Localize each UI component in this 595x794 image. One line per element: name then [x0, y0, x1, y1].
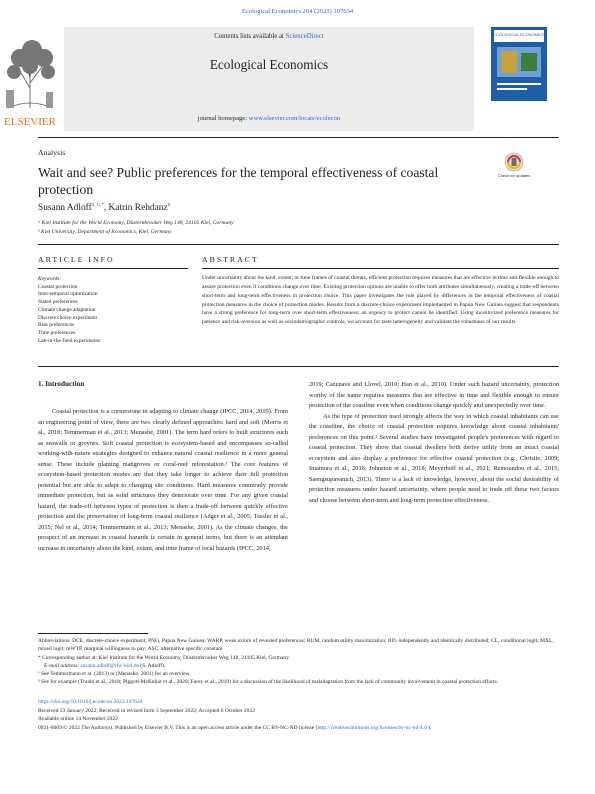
abstract-text: Under uncertainty about the kind, extent, or time frames of coastal threats, efficient protection requires measures that are effective in time and flexible enough to assure protection even if conditions change over time. Existing protection options are unable to offer both attributes simultaneously, creating a trade-off between short-term and long-term effectiveness in protection choice. This paper investigates the role played by differences in the temporal effectiveness of coastal protection measures in the choice of protection modes. Results from a discrete-choice experiment implemented in Papua New Guinea suggest that respondents have a strong preference for long-term over short-term effectiveness; an urgency to protect cannot be identified. Using incentivized preference measures for patience and risk-aversion as well as sociodemographic controls, we account for taste heterogeneity and validate the robustness of our results.	[202, 275, 559, 326]
check-for-updates-icon[interactable]	[497, 150, 531, 184]
received-dates: Received 23 January 2022; Received in revised form 3 September 2022; Accepted 6 October 2022	[38, 707, 255, 714]
doi-link[interactable]: https://doi.org/10.1016/j.ecolecon.2022.107634	[38, 699, 143, 705]
keyword: Lab-in-the-field experiments	[38, 337, 101, 344]
author-1: Susann Adloff	[38, 203, 92, 214]
body-column-left	[38, 407, 288, 554]
author-1-affiliation-marker[interactable]: a, b,*	[91, 202, 104, 208]
footnote-rule	[38, 633, 148, 634]
abstract-heading: ABSTRACT	[202, 255, 259, 264]
keywords-label: Keywords:	[38, 276, 62, 282]
article-info-heading: ARTICLE INFO	[38, 255, 115, 264]
paragraph: 2019; Cazenave and Llovel, 2010; Han et al., 2010). Under such hazard uncertainty, protection worthy of the name requires measures that are effective in time and flexible enough to ensure protection of the coastline even when conditions change quickly and unexpectedly over time.	[309, 381, 559, 409]
corresponding-author-note: * Corresponding author at: Kiel Institute for the World Economy, Düsternbrooker Weg 148, 24105 Kiel, Germany.	[38, 654, 290, 661]
header-rule	[38, 137, 559, 138]
license-note: 0921-8009/© 2022 The Author(s). Published by Elsevier B.V. This is an open access article under the CC BY-NC-ND license (http://creativecommons.org/licenses/by-nc-nd/4.0/).	[38, 724, 432, 731]
article-metadata	[38, 698, 558, 732]
body-column-right	[309, 380, 559, 506]
abstract-rule	[202, 268, 559, 269]
abstract-bottom-rule	[38, 366, 559, 367]
footnotes	[38, 637, 558, 687]
affiliation-b: ᵇ Kiel University, Department of Economics, Kiel, Germany	[38, 229, 172, 235]
contents-line: Contents lists available at ScienceDirect	[214, 33, 324, 40]
journal-cover-thumbnail[interactable]	[491, 27, 547, 101]
publisher-wordmark: ELSEVIER	[4, 116, 56, 128]
svg-text:ECOLOGICAL ECONOMICS: ECOLOGICAL ECONOMICS	[493, 32, 545, 37]
keyword: Risk preferences	[38, 322, 75, 329]
journal-reference[interactable]: Ecological Economics 204 (2023) 107634	[241, 8, 354, 15]
paragraph: As the type of protection used strongly affects the way in which coastal inhabitants can use the coastline, the choice of coastal protection requires knowledge about coastal inhabitants' preferences on this point.² Several studies have investigated people's preferences with regard to coastal protection. They show that coastal dwellers both derive utility from an intact coastal ecosystem and also display a preference for effective coastal protection (e.g., Christie, 2009; Imamura et al., 2016; Johnston et al., 2018; Meyerhoff et al., 2021; Remoundou et al., 2015; Saengsupavanich, 2013). There is a lack of knowledge, however, about the social desirability of protection measures under hazard uncertainty, where people need to trade off these two factors and choose between short-term and long-term protection effectiveness.	[309, 412, 559, 504]
svg-text:Check for updates: Check for updates	[497, 173, 531, 178]
author-2: Katrin Rehdanz	[108, 203, 168, 214]
homepage-link[interactable]: www.elsevier.com/locate/ecolecon	[248, 115, 341, 122]
journal-banner	[64, 27, 474, 131]
keyword: Inter-temporal optimization	[38, 291, 98, 298]
footnote-1: ¹ See Temmermann et al. (2013) or (Menashe, 2001) for an overview.	[38, 671, 191, 678]
sciencedirect-link[interactable]: ScienceDirect	[285, 33, 324, 40]
journal-title: Ecological Economics	[209, 57, 329, 72]
keyword: Stated preferences	[38, 299, 78, 306]
elsevier-logo	[0, 28, 60, 128]
paragraph: Coastal protection is a cornerstone in adapting to climate change (IPCC, 2014, 2019). From an engineering point of view, there are two clearly defined approaches: hard and soft (Morris et al., 2018; Temmerman et al., 2013; Menashe, 2001). The term hard refers to built structures such as seawalls or groynes. Soft coastal protection is ecosystem-based and encompasses so-called working-with-nature strategies designed to enhance natural coastal resilience in a more general sense. These include planting mangroves or coral-reef reforestation.¹ The core features of ecosystem-based protection modes are that they take longer to achieve their full protection potential but are able to adapt to changing site conditions. Hard measures commonly provide immediate protection, but as solid structures they deteriorate over time. For any given coastal hazard, the trade-off between types of protection is then a trade-off between quickly effective protection and the preservation of long-term coastal resilience (Adger et al., 2005; Tessler et al., 2015; Nel et al., 2014; Temmermann et al., 2013; Menashe, 2001). As the climate changes, the prospect of an increase in coastal hazards is certain in general terms, but there is an attendant increase in uncertainty about the kind, extent, and time frame of local hazards (IPCC, 2014,	[38, 408, 288, 552]
article-section: Analysis	[38, 148, 66, 157]
affiliation-rule	[38, 244, 559, 245]
keyword: Discrete choice experiment	[38, 314, 97, 321]
homepage-line: journal homepage: www.elsevier.com/locate/ecolecon	[197, 115, 341, 122]
article-title: Wait and see? Public preferences for the temporal effectiveness of coastal protection	[38, 165, 439, 197]
email-note: E-mail address: susann.adloff@ifw-kiel.de (S. Adloff).	[44, 662, 166, 669]
email-link[interactable]: susann.adloff@ifw-kiel.de	[80, 662, 139, 669]
license-link[interactable]: http://creativecommons.org/licenses/by-nc-nd/4.0/	[317, 724, 429, 731]
affiliation-a: ᵃ Kiel Institute for the World Economy, Düsternbrooker Weg 148, 24105 Kiel, Germany	[38, 220, 234, 226]
keyword: Time preferences	[38, 329, 76, 336]
footnote-2: ² See for example (Torabi et al., 2018; Piggott-McKellar et al., 2020; Furey et al., 2010) for a discussion of the likelihood of maladaptation from the lack of community involvement in coastal protection efforts.	[38, 679, 498, 686]
author-2-affiliation-marker[interactable]: b	[167, 202, 171, 208]
available-online: Available online 14 November 2022	[38, 716, 118, 722]
author-list: Susann Adloff$^{a, b,*}$, Katrin Rehdanz$^b$	[38, 202, 171, 214]
keyword: Climate change adaptation	[38, 306, 96, 313]
introduction-heading: 1. Introduction	[38, 380, 85, 388]
keyword: Coastal protection	[38, 283, 78, 290]
abbreviations-note: Abbreviations: DCE, discrete-choice experiment; PNG, Papua New Guinea; WARP, weak axiom of revealed preferences; RUM, random utility maximization; IID, independently and identically distributed; CL, conditional logit; MXL, mixed logit; mWTP, marginal willingness to pay; ASC, alternative specific constant	[38, 638, 554, 653]
article-info-rule	[38, 268, 188, 269]
keywords-list	[38, 276, 188, 345]
